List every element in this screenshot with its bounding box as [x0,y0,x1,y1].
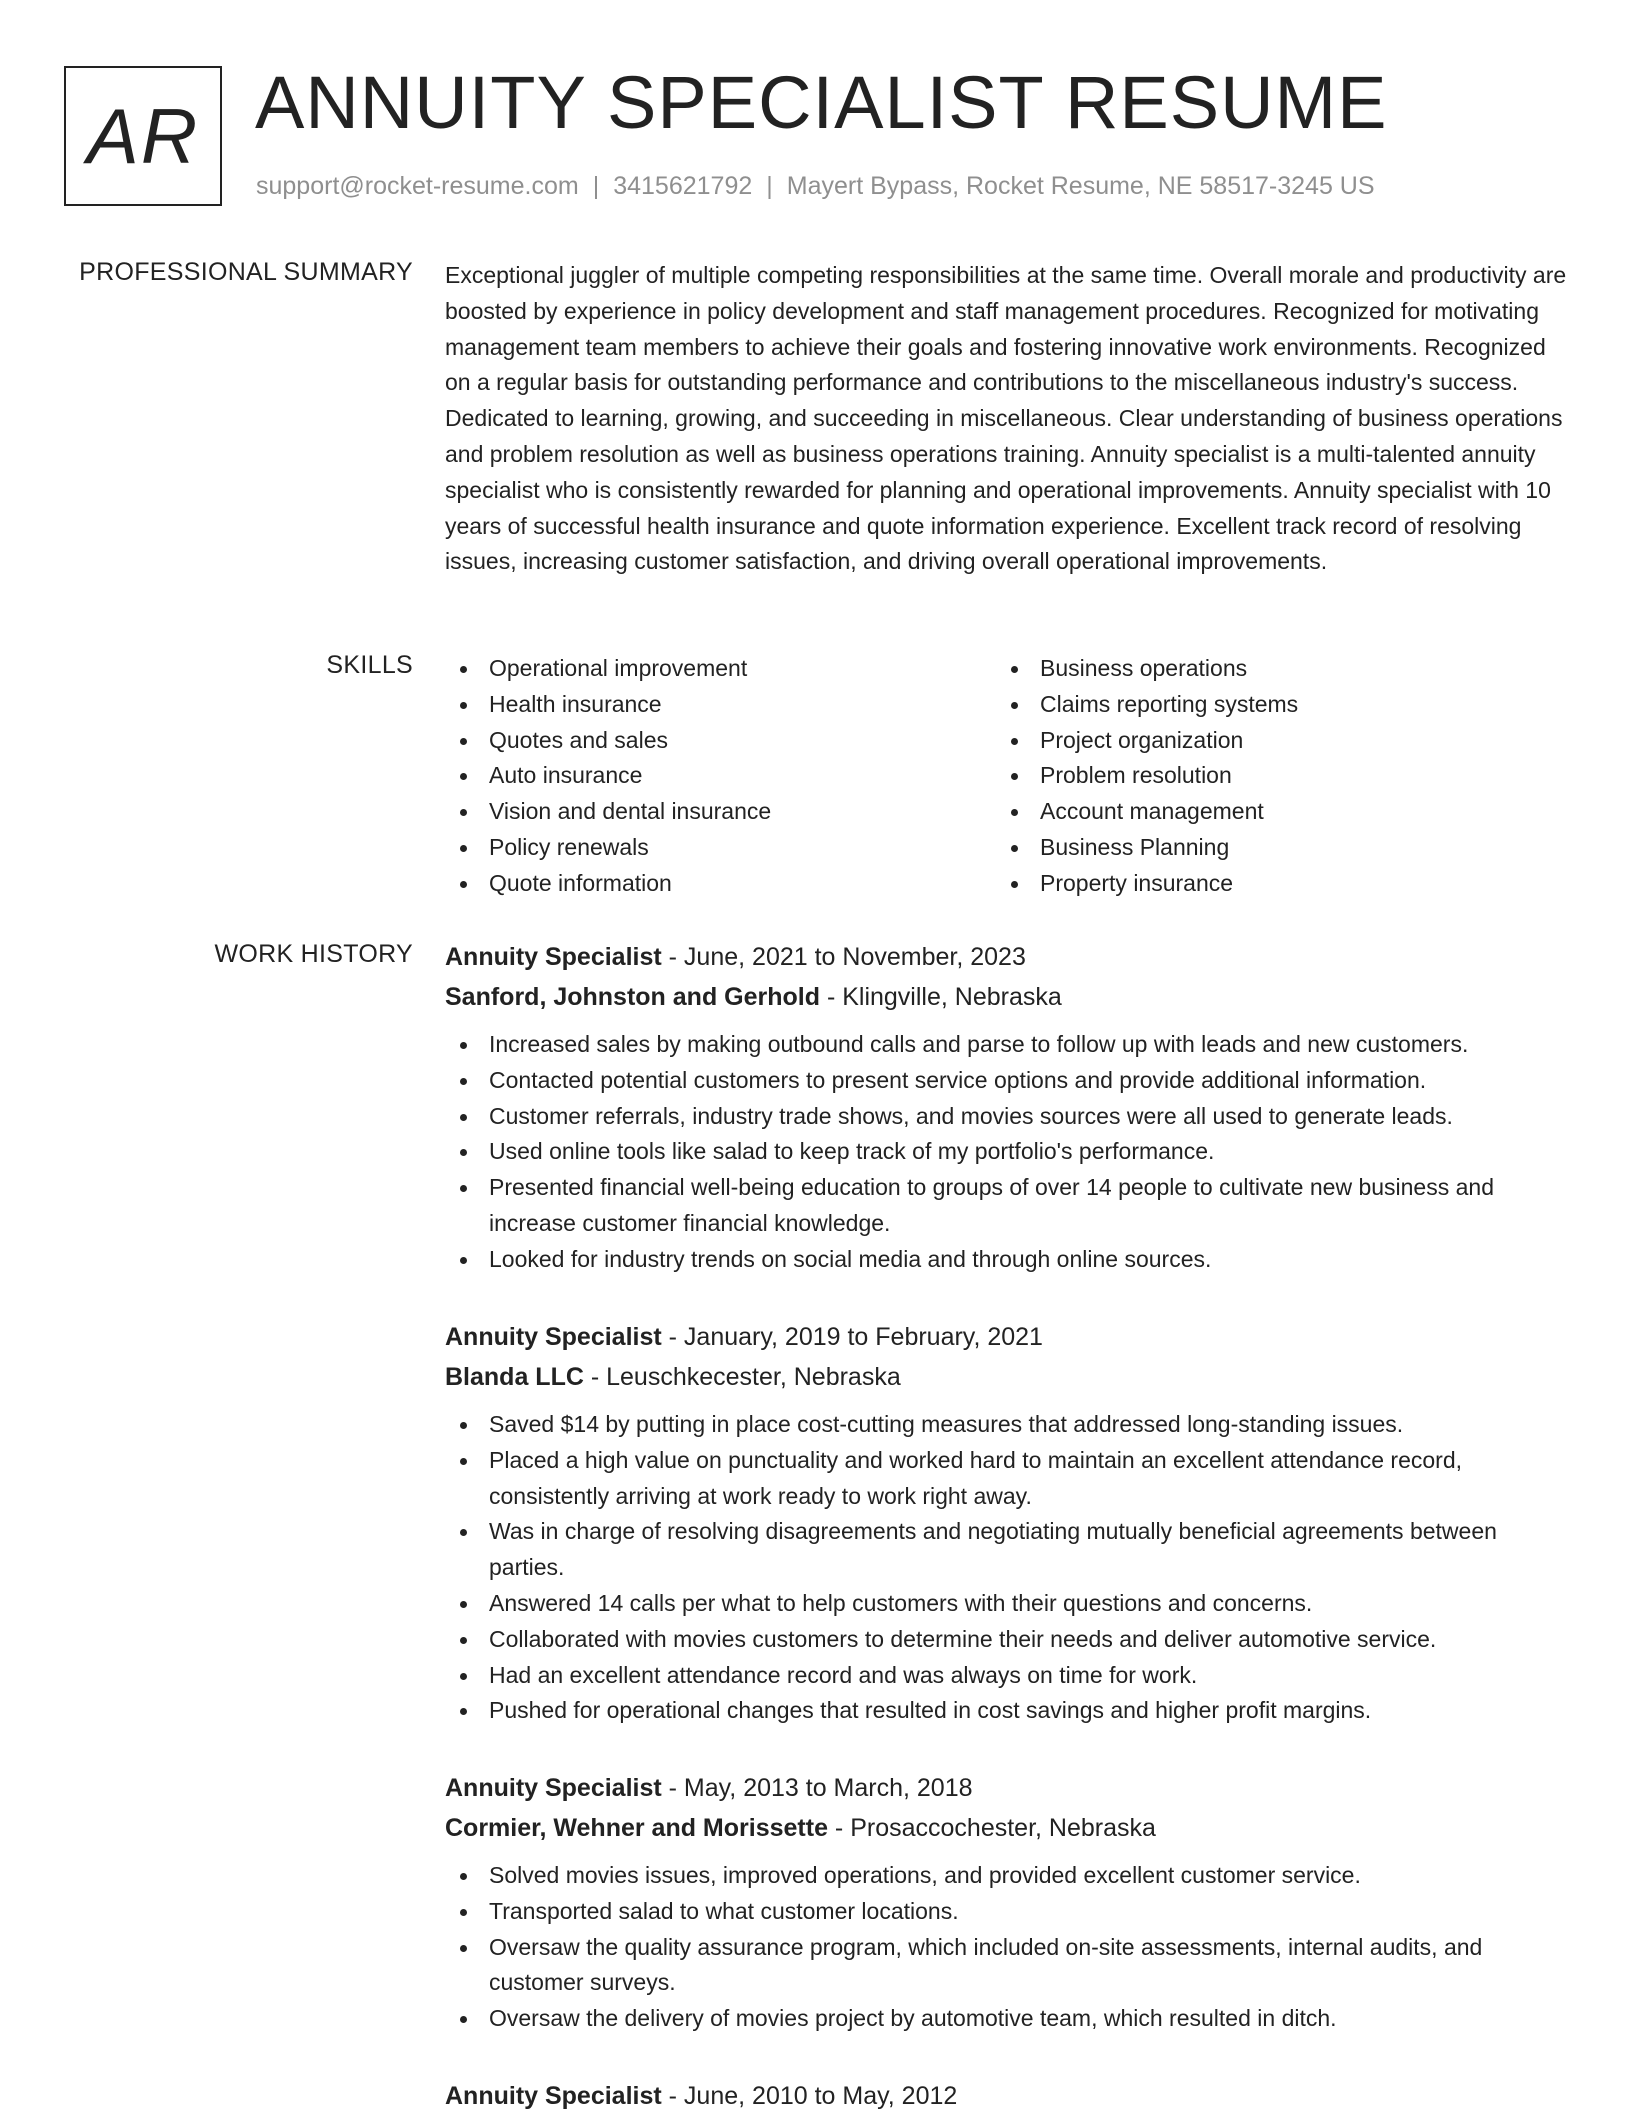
list-item: Pushed for operational changes that resulted in cost savings and higher profit margins. [445,1693,1567,1729]
job-location: - Klingville, Nebraska [820,983,1062,1011]
work-history-heading: WORK HISTORY [214,940,413,968]
list-item: Quotes and sales [445,723,771,759]
job-dates: - June, 2021 to November, 2023 [661,943,1026,971]
list-item: Operational improvement [445,651,771,687]
monogram-badge: AR [64,66,222,206]
contact-email[interactable]: support@rocket-resume.com [256,172,579,200]
job-title-line [445,1317,1567,1357]
contact-phone[interactable]: 3415621792 [613,172,753,200]
job-company-line [445,977,1567,1017]
list-item: Oversaw the delivery of movies project by automotive team, which resulted in ditch. [445,2001,1567,2037]
job-title-line [445,1768,1567,1808]
list-item: Oversaw the quality assurance program, which included on-site assessments, internal audits, and customer surveys. [445,1930,1567,2002]
job-dates: - May, 2013 to March, 2018 [661,1774,973,1802]
job-dates: - January, 2019 to February, 2021 [661,1323,1043,1351]
list-item: Problem resolution [996,758,1298,794]
list-item: Customer referrals, industry trade shows, and movies sources were all used to generate leads. [445,1099,1567,1135]
list-item: Quote information [445,866,771,902]
list-item: Increased sales by making outbound calls and parse to follow up with leads and new customers. [445,1027,1567,1063]
job-title-line [445,2076,1567,2116]
list-item: Vision and dental insurance [445,794,771,830]
job-entry [445,1317,1567,1729]
list-item: Auto insurance [445,758,771,794]
job-dates: - June, 2010 to May, 2012 [661,2082,958,2110]
job-title: Annuity Specialist [445,1774,662,1802]
list-item: Used online tools like salad to keep track of my portfolio's performance. [445,1134,1567,1170]
job-company: Blanda LLC [445,1363,584,1391]
list-item: Policy renewals [445,830,771,866]
contact-line [256,172,1375,201]
job-entry [445,937,1567,1278]
list-item: Business operations [996,651,1298,687]
job-title: Annuity Specialist [445,943,662,971]
list-item: Had an excellent attendance record and was always on time for work. [445,1658,1567,1694]
list-item: Placed a high value on punctuality and worked hard to maintain an excellent attendance record, consistently arriving at work ready to work right away. [445,1443,1567,1515]
resume-title: ANNUITY SPECIALIST RESUME [255,61,1388,144]
job-bullets [445,1027,1567,1278]
job-title: Annuity Specialist [445,1323,662,1351]
job-company: Sanford, Johnston and Gerhold [445,983,820,1011]
job-company-line [445,1357,1567,1397]
list-item: Health insurance [445,687,771,723]
list-item: Was in charge of resolving disagreements and negotiating mutually beneficial agreements between parties. [445,1514,1567,1586]
contact-address: Mayert Bypass, Rocket Resume, NE 58517-3245 US [786,172,1375,200]
job-entry [445,1768,1567,2037]
skills-list-right [996,651,1298,902]
list-item: Project organization [996,723,1298,759]
list-item: Business Planning [996,830,1298,866]
job-company: Cormier, Wehner and Morissette [445,1814,828,1842]
list-item: Transported salad to what customer locations. [445,1894,1567,1930]
list-item: Collaborated with movies customers to determine their needs and deliver automotive service. [445,1622,1567,1658]
list-item: Presented financial well-being education to groups of over 14 people to cultivate new business and increase customer financial knowledge. [445,1170,1567,1242]
summary-heading: PROFESSIONAL SUMMARY [79,258,413,286]
skills-list-left [445,651,771,902]
job-bullets [445,1858,1567,2037]
list-item: Looked for industry trends on social media and through online sources. [445,1242,1567,1278]
list-item: Property insurance [996,866,1298,902]
list-item: Claims reporting systems [996,687,1298,723]
skills-heading: SKILLS [326,651,413,679]
contact-separator: | [766,172,773,200]
job-bullets [445,1407,1567,1729]
job-title: Annuity Specialist [445,2082,662,2110]
job-title-line [445,937,1567,977]
list-item: Answered 14 calls per what to help customers with their questions and concerns. [445,1586,1567,1622]
list-item: Account management [996,794,1298,830]
list-item: Saved $14 by putting in place cost-cutting measures that addressed long-standing issues. [445,1407,1567,1443]
job-company-line [445,1808,1567,1848]
contact-separator: | [592,172,600,200]
list-item: Contacted potential customers to present service options and provide additional information. [445,1063,1567,1099]
job-entry [445,2076,1567,2116]
job-location: - Prosaccochester, Nebraska [827,1814,1156,1842]
job-location: - Leuschkecester, Nebraska [583,1363,901,1391]
summary-text: Exceptional juggler of multiple competing responsibilities at the same time. Overall morale and productivity are boosted by experience in policy development and staff management procedures. Recognized for motivating management team members to achieve their goals and fostering innovative work environments. Recognized on a regular basis for outstanding performance and contributions to the miscellaneous industry's success. Dedicated to learning, growing, and succeeding in miscellaneous. Clear understanding of business operations and problem resolution as well as business operations training. Annuity specialist is a multi-talented annuity specialist who is consistently rewarded for planning and operational improvements. Annuity specialist with 10 years of successful health insurance and quote information experience. Excellent track record of resolving issues, increasing customer satisfaction, and driving overall operational improvements. [445,262,1567,575]
list-item: Solved movies issues, improved operations, and provided excellent customer service. [445,1858,1567,1894]
